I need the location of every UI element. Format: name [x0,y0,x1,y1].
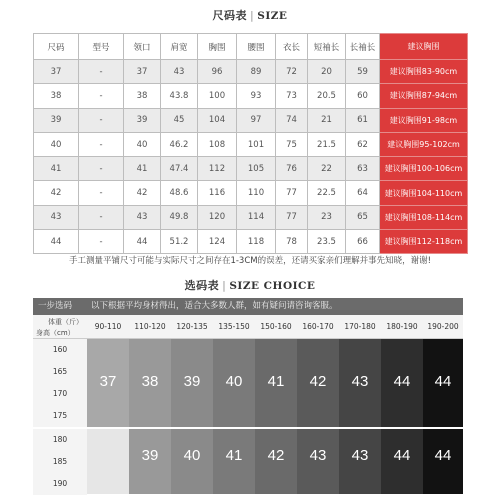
cell-length: 72 [276,60,308,84]
cell-short-sleeve: 22.5 [308,181,346,205]
cell-waist: 93 [237,84,276,108]
cell-length: 74 [276,108,308,132]
size-column [87,339,129,494]
cell-shoulder: 49.8 [161,205,198,229]
cell-shoulder: 45 [161,108,198,132]
cell-long-sleeve: 66 [346,230,380,254]
size-column [297,339,339,494]
cell-recommended-chest: 建议胸围104-110cm [380,181,468,205]
table-row [34,60,468,84]
cell-size: 42 [34,181,79,205]
size-column [381,339,423,494]
size-table-title [0,7,500,23]
cell-collar: 43 [124,205,161,229]
size-value-upper: 43 [351,373,369,390]
cell-model: - [79,157,124,181]
size-value-lower: 44 [434,447,452,464]
cell-chest: 112 [198,157,237,181]
table-row [34,205,468,229]
cell-model: - [79,84,124,108]
weight-range-label: 90-110 [87,315,129,339]
header-model: 型号 [79,34,124,60]
size-value-upper: 40 [225,373,243,390]
table-row [34,132,468,156]
size-value-upper: 38 [141,373,159,390]
cell-collar: 41 [124,157,161,181]
cell-collar: 37 [124,60,161,84]
header-chest: 胸围 [198,34,237,60]
size-value-lower: 42 [267,447,285,464]
cell-recommended-chest: 建议胸围112-118cm [380,230,468,254]
cell-long-sleeve: 65 [346,205,380,229]
cell-length: 78 [276,230,308,254]
size-column [171,339,213,494]
cell-long-sleeve: 61 [346,108,380,132]
cell-size: 44 [34,230,79,254]
cell-size: 43 [34,205,79,229]
cell-shoulder: 46.2 [161,132,198,156]
table-row [34,230,468,254]
height-label: 170 [33,383,87,405]
size-table-header [34,34,468,60]
cell-model: - [79,230,124,254]
cell-waist: 105 [237,157,276,181]
size-column [129,339,171,494]
cell-waist: 89 [237,60,276,84]
cell-model: - [79,108,124,132]
cell-collar: 42 [124,181,161,205]
cell-shoulder: 48.6 [161,181,198,205]
cell-chest: 124 [198,230,237,254]
size-value-upper: 39 [183,373,201,390]
size-column [213,339,255,494]
cell-chest: 108 [198,132,237,156]
cell-collar: 39 [124,108,161,132]
cell-chest: 104 [198,108,237,132]
one-step-label: 一步选码 [38,301,73,311]
cell-long-sleeve: 59 [346,60,380,84]
cell-chest: 120 [198,205,237,229]
cell-recommended-chest: 建议胸围95-102cm [380,132,468,156]
cell-waist: 114 [237,205,276,229]
cell-short-sleeve: 21.5 [308,132,346,156]
cell-long-sleeve: 60 [346,84,380,108]
size-value-upper: 37 [99,373,117,390]
height-label: 175 [33,405,87,427]
cell-model: - [79,60,124,84]
cell-short-sleeve: 23 [308,205,346,229]
size-value-lower: 41 [225,447,243,464]
header-short-sleeve: 短袖长 [308,34,346,60]
cell-waist: 118 [237,230,276,254]
size-value-upper: 42 [309,373,327,390]
title-separator: | [222,279,227,292]
weight-range-label: 170-180 [339,315,381,339]
size-value-upper: 44 [393,373,411,390]
cell-length: 77 [276,181,308,205]
weight-range-label: 160-170 [297,315,339,339]
size-title-en: SIZE [257,10,288,22]
height-label: 160 [33,339,87,361]
cell-long-sleeve: 63 [346,157,380,181]
cell-size: 40 [34,132,79,156]
size-column [339,339,381,494]
cell-waist: 110 [237,181,276,205]
cell-shoulder: 43.8 [161,84,198,108]
size-value-upper: 44 [434,373,452,390]
cell-model: - [79,181,124,205]
title-separator: | [250,9,255,22]
size-choice-grid [33,298,463,494]
size-table [33,33,468,254]
height-label: 190 [33,473,87,495]
cell-short-sleeve: 23.5 [308,230,346,254]
cell-chest: 100 [198,84,237,108]
cell-long-sleeve: 62 [346,132,380,156]
cell-model: - [79,205,124,229]
weight-axis-label: 体重（斤） [48,318,83,326]
cell-collar: 38 [124,84,161,108]
cell-shoulder: 47.4 [161,157,198,181]
size-value-lower: 39 [141,447,159,464]
choice-header-bar [33,298,463,315]
height-label: 185 [33,451,87,473]
cell-size: 41 [34,157,79,181]
weight-range-label: 190-200 [423,315,463,339]
cell-length: 73 [276,84,308,108]
height-label: 165 [33,361,87,383]
header-length: 衣长 [276,34,308,60]
cell-recommended-chest: 建议胸围108-114cm [380,205,468,229]
header-collar: 领口 [124,34,161,60]
cell-long-sleeve: 64 [346,181,380,205]
cell-shoulder: 43 [161,60,198,84]
cell-collar: 40 [124,132,161,156]
weight-range-label: 180-190 [381,315,423,339]
cell-length: 77 [276,205,308,229]
cell-shoulder: 51.2 [161,230,198,254]
table-row [34,157,468,181]
cell-short-sleeve: 20 [308,60,346,84]
cell-recommended-chest: 建议胸围100-106cm [380,157,468,181]
cell-short-sleeve: 20.5 [308,84,346,108]
header-shoulder: 肩宽 [161,34,198,60]
cell-short-sleeve: 21 [308,108,346,132]
cell-chest: 116 [198,181,237,205]
weight-range-label: 110-120 [129,315,171,339]
header-long-sleeve: 长袖长 [346,34,380,60]
header-size: 尺码 [34,34,79,60]
cell-size: 39 [34,108,79,132]
header-recommended-chest: 建议胸围 [380,34,468,60]
cell-waist: 97 [237,108,276,132]
cell-length: 76 [276,157,308,181]
cell-short-sleeve: 22 [308,157,346,181]
cell-length: 75 [276,132,308,156]
size-value-upper: 41 [267,373,285,390]
table-row [34,84,468,108]
height-label: 180 [33,429,87,451]
measurement-note: 手工测量平铺尺寸可能与实际尺寸之间存在1-3CM的误差，还请买家亲们理解并事先知晓，谢谢! [68,256,432,266]
size-value-lower: 40 [183,447,201,464]
choice-title-en: SIZE CHOICE [229,280,316,292]
choice-title-cn: 选码表 [184,279,220,292]
cell-chest: 96 [198,60,237,84]
weight-range-label: 135-150 [213,315,255,339]
size-column [255,339,297,494]
cell-recommended-chest: 建议胸围91-98cm [380,108,468,132]
height-axis-label: 身高（cm） [36,329,75,337]
axis-corner [33,315,87,339]
cell-collar: 44 [124,230,161,254]
cell-recommended-chest: 建议胸围87-94cm [380,84,468,108]
weight-range-label: 120-135 [171,315,213,339]
choice-description: 以下根据平均身材得出，适合大多数人群，如有疑问请咨询客服。 [91,301,338,311]
cell-model: - [79,132,124,156]
size-column [423,339,463,494]
size-value-lower: 43 [351,447,369,464]
header-waist: 腰围 [237,34,276,60]
cell-recommended-chest: 建议胸围83-90cm [380,60,468,84]
choice-table-title [0,277,500,293]
size-value-lower: 43 [309,447,327,464]
cell-size: 37 [34,60,79,84]
cell-size: 38 [34,84,79,108]
table-row [34,181,468,205]
table-row [34,108,468,132]
size-value-lower: 44 [393,447,411,464]
cell-waist: 101 [237,132,276,156]
weight-range-label: 150-160 [255,315,297,339]
size-title-cn: 尺码表 [212,9,248,22]
